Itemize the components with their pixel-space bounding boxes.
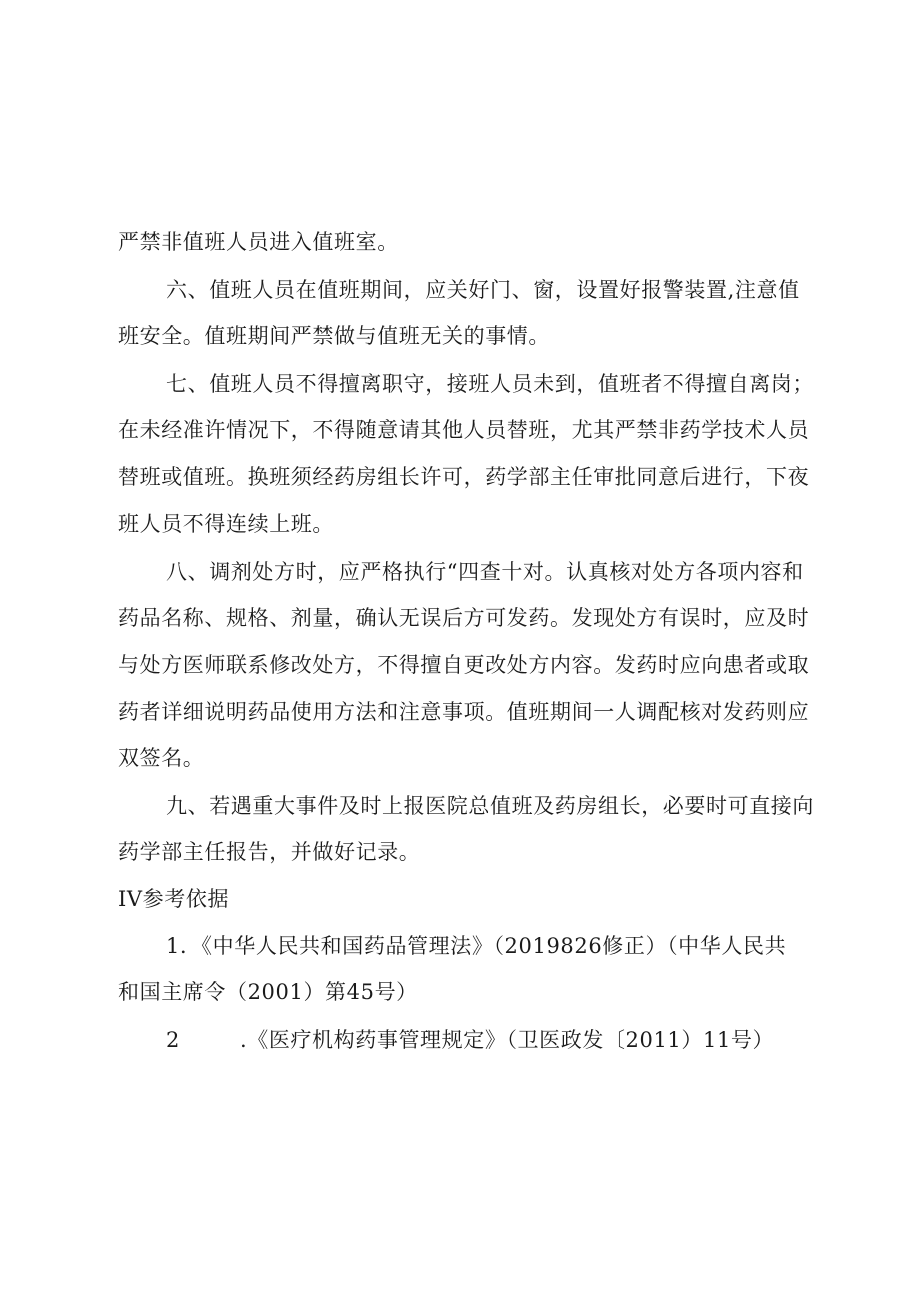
- reference-text: .《医疗机构药事管理规定》（卫医政发〔2011）11号）: [239, 1028, 775, 1052]
- section-heading: IV参考依据: [118, 887, 230, 911]
- paragraph-line: 八、调剂处方时，应严格执行“四查十对。认真核对处方各项内容和: [166, 560, 804, 584]
- paragraph-line: 药学部主任报告，并做好记录。: [118, 840, 421, 864]
- paragraph-line: 双签名。: [118, 746, 205, 770]
- paragraph-line: 药品名称、规格、剂量，确认无误后方可发药。发现处方有误时，应及时: [118, 606, 810, 630]
- paragraph-line: 七、值班人员不得擅离职守，接班人员未到，值班者不得擅自离岗；: [166, 372, 814, 396]
- paragraph-line: 与处方医师联系修改处方，不得擅自更改处方内容。发药时应向患者或取: [118, 653, 810, 677]
- reference-number: 2: [166, 1028, 180, 1052]
- reference-line: [166, 1025, 818, 1055]
- paragraph-line: 药者详细说明药品使用方法和注意事项。值班期间一人调配核对发药则应: [118, 700, 810, 724]
- reference-line: 和国主席令（2001）第45号）: [118, 980, 418, 1004]
- paragraph-line: 九、若遇重大事件及时上报医院总值班及药房组长，必要时可直接向: [166, 794, 814, 818]
- paragraph-line: 班安全。值班期间严禁做与值班无关的事情。: [118, 324, 550, 348]
- paragraph-line: 六、值班人员在值班期间，应关好门、窗，设置好报警装置,注意值: [166, 278, 800, 302]
- paragraph-line: 替班或值班。换班须经药房组长许可，药学部主任审批同意后进行，下夜: [118, 465, 810, 489]
- paragraph-line: 班人员不得连续上班。: [118, 512, 334, 536]
- paragraph-line: 在未经准许情况下，不得随意请其他人员替班，尤其严禁非药学技术人员: [118, 418, 810, 442]
- paragraph-line: 严禁非值班人员进入值班室。: [118, 230, 399, 254]
- reference-line: 1．《中华人民共和国药品管理法》（2019826修正）（中华人民共: [166, 934, 787, 958]
